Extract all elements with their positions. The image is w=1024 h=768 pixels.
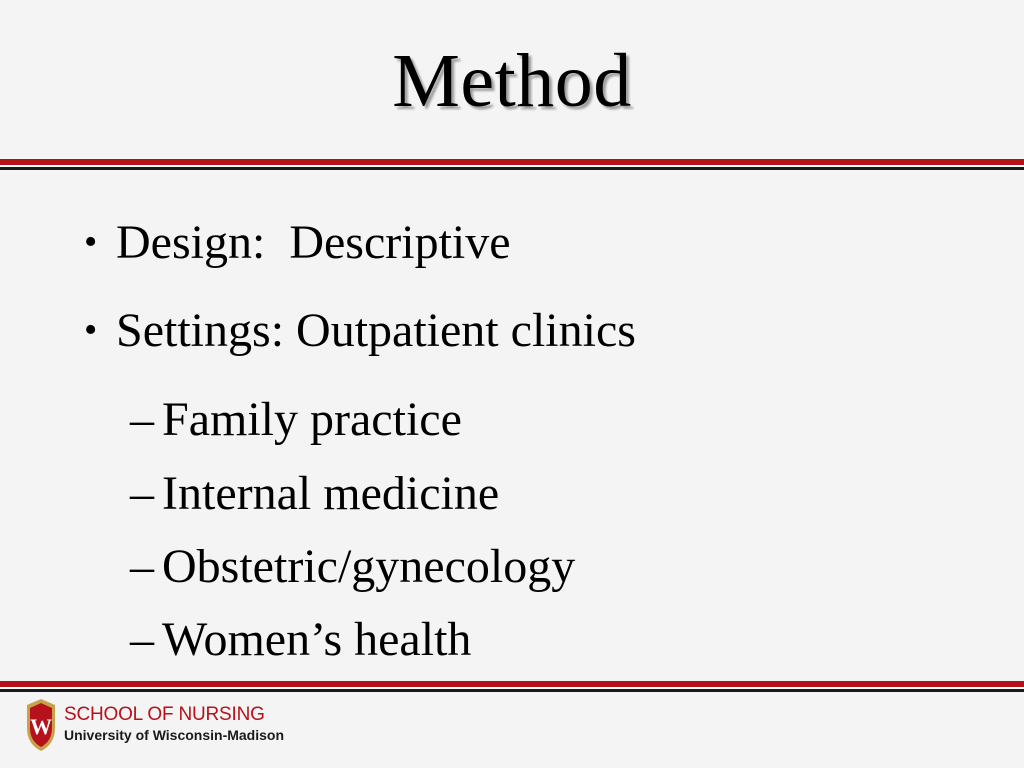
sub-bullet-internal-medicine xyxy=(130,466,499,522)
slide-title: Method xyxy=(392,39,632,123)
title-divider xyxy=(0,159,1024,170)
sub-bullet-marker: – xyxy=(130,540,154,593)
bullet-text: Settings: Outpatient clinics xyxy=(116,304,636,357)
sub-bullet-marker: – xyxy=(130,467,154,520)
sub-bullet-text: Women’s health xyxy=(162,613,472,666)
bullet-marker: • xyxy=(84,221,98,263)
uw-crest-icon xyxy=(24,698,58,752)
sub-bullet-marker: – xyxy=(130,613,154,666)
sub-bullet-marker: – xyxy=(130,393,154,446)
bullet-design xyxy=(84,214,511,271)
sub-bullet-text: Internal medicine xyxy=(162,467,500,520)
crest-letter: W xyxy=(30,714,52,739)
university-name: University of Wisconsin-Madison xyxy=(64,727,285,743)
bullet-settings xyxy=(84,302,636,359)
bullet-text: Design: Descriptive xyxy=(116,216,511,269)
sub-bullet-text: Family practice xyxy=(162,393,462,446)
sub-bullet-text: Obstetric/gynecology xyxy=(162,540,576,593)
sub-bullet-womens-health xyxy=(130,612,471,668)
footer-branding xyxy=(64,704,284,744)
bullet-marker: • xyxy=(84,309,98,351)
footer-divider xyxy=(0,681,1024,692)
school-name: SCHOOL OF NURSING xyxy=(64,704,265,725)
sub-bullet-family-practice xyxy=(130,392,462,448)
sub-bullet-obstetric-gynecology xyxy=(130,539,575,595)
